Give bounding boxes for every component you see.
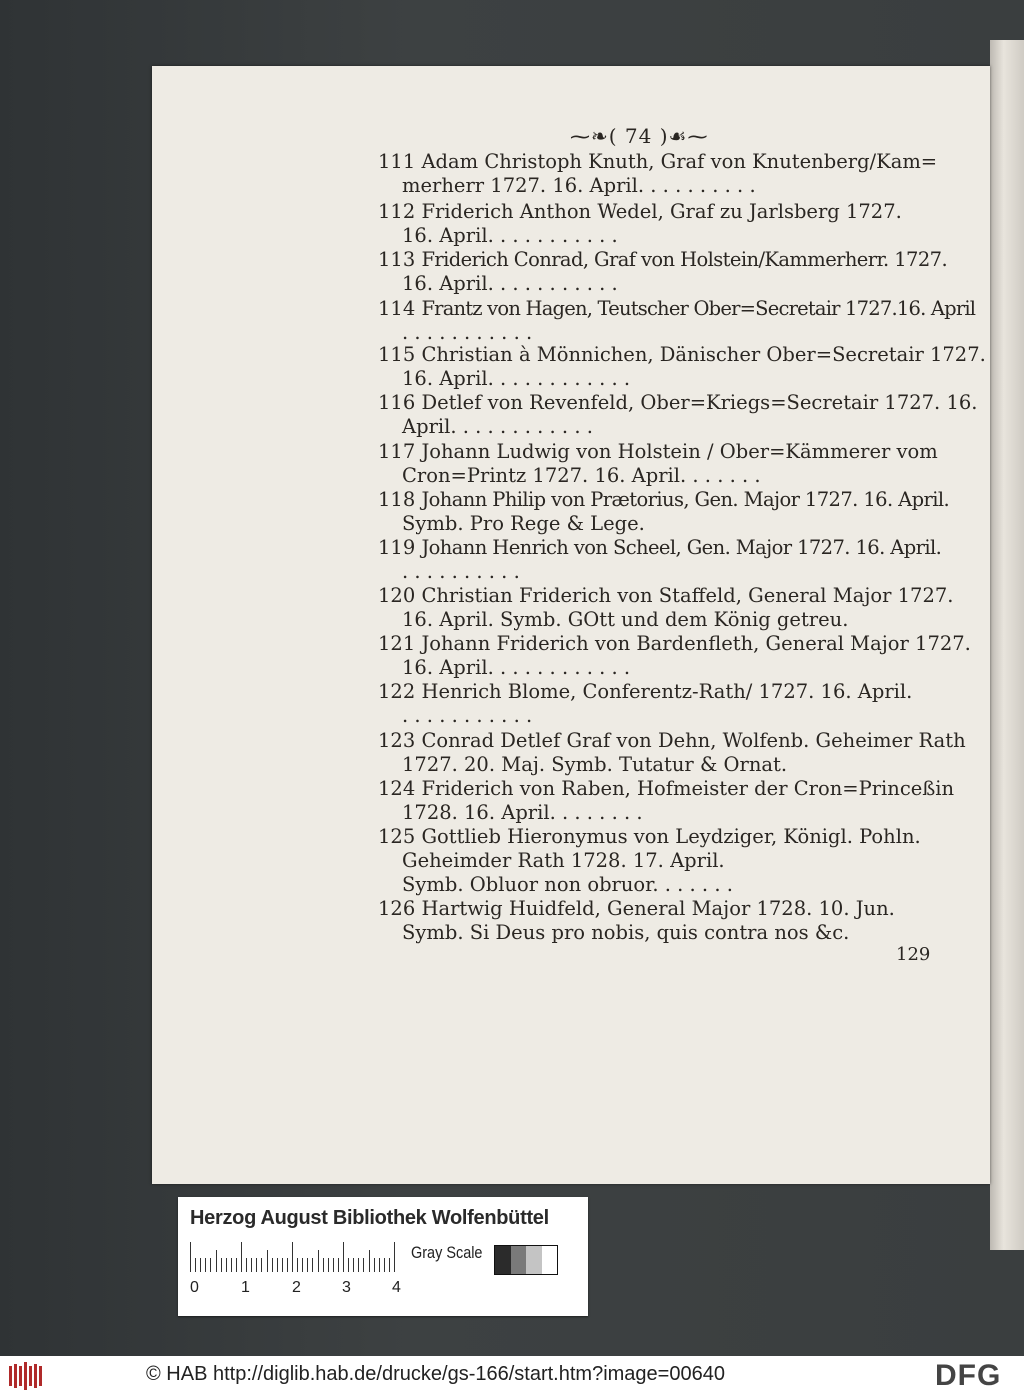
entry-text: Adam Christoph Knuth, Graf von Knutenberg/Kam= <box>421 150 938 173</box>
entry-line: Symb. Obluor non obruor. . . . . . . <box>402 873 733 896</box>
entry-number: 112 <box>378 200 416 223</box>
ruler-tick <box>272 1258 273 1272</box>
entry-number: 121 <box>378 632 416 655</box>
ruler-tick <box>394 1242 395 1272</box>
entry-line: Symb. Pro Rege & Lege. <box>402 512 645 535</box>
entry-number: 118 <box>378 488 416 511</box>
ruler-tick <box>374 1258 375 1272</box>
ruler-tick <box>287 1258 288 1272</box>
entry-line <box>378 777 954 801</box>
entry-text: Christian à Mönnichen, Dänischer Ober=Secretair 1727. <box>421 343 986 366</box>
ruler-tick <box>307 1258 308 1272</box>
entry-number: 114 <box>378 297 416 320</box>
entry-number: 115 <box>378 343 416 366</box>
entry-number: 124 <box>378 777 416 800</box>
entry-line: Geheimder Rath 1728. 17. April. <box>402 849 725 872</box>
entry-text: Detlef von Revenfeld, Ober=Kriegs=Secretair 1727. 16. <box>421 391 978 414</box>
entry-number: 116 <box>378 391 416 414</box>
header-ornament-left: ⁓❧ <box>570 124 609 148</box>
ruler-tick <box>318 1250 319 1272</box>
hab-bars-icon <box>8 1362 44 1390</box>
catchword: 129 <box>896 944 931 965</box>
entry-line <box>378 584 953 608</box>
entry-line <box>378 248 947 272</box>
entry-line <box>378 297 975 321</box>
ruler-tick <box>389 1258 390 1272</box>
ruler-tick <box>384 1258 385 1272</box>
entry-number: 111 <box>378 150 416 173</box>
entry-text: Friderich Conrad, Graf von Holstein/Kammerherr. 1727. <box>421 248 948 271</box>
entry-text: Johann Friderich von Bardenfleth, General Major 1727. <box>421 632 971 655</box>
entry-line: . . . . . . . . . . . <box>402 704 533 727</box>
ruler-tick <box>190 1242 191 1272</box>
ruler-tick <box>348 1258 349 1272</box>
ruler-number: 3 <box>342 1279 351 1296</box>
entry-line: 16. April. . . . . . . . . . . <box>402 224 618 247</box>
entry-text: Christian Friderich von Staffeld, General Major 1727. <box>421 584 954 607</box>
entry-line <box>378 897 895 921</box>
ruler-tick <box>338 1258 339 1272</box>
ruler-tick <box>267 1250 268 1272</box>
page-header <box>570 124 708 148</box>
gray-swatch-cell <box>542 1246 558 1274</box>
entry-text: Conrad Detlef Graf von Dehn, Wolfenb. Geheimer Rath <box>421 729 966 752</box>
entry-number: 119 <box>378 536 416 559</box>
ruler-tick <box>205 1258 206 1272</box>
entry-number: 120 <box>378 584 416 607</box>
dfg-logo: DFG <box>935 1359 1002 1392</box>
entry-line <box>378 440 938 464</box>
ruler-tick <box>297 1258 298 1272</box>
ruler-tick <box>241 1242 242 1272</box>
entry-line <box>378 729 966 753</box>
entry-line: . . . . . . . . . . . <box>402 321 533 344</box>
entry-number: 122 <box>378 680 416 703</box>
ruler-tick <box>369 1250 370 1272</box>
entry-line <box>378 536 941 560</box>
ruler-tick <box>363 1258 364 1272</box>
entry-line: 16. April. Symb. GOtt und dem König getreu. <box>402 608 849 631</box>
ruler-tick <box>261 1258 262 1272</box>
ruler-tick <box>302 1258 303 1272</box>
ruler-tick <box>256 1258 257 1272</box>
entry-text: Johann Ludwig von Holstein / Ober=Kämmerer vom <box>421 440 938 463</box>
entry-number: 123 <box>378 729 416 752</box>
entry-line <box>378 488 949 512</box>
entry-text: Henrich Blome, Conferentz-Rath/ 1727. 16. April. <box>421 680 913 703</box>
entry-line <box>378 632 971 656</box>
ruler-number: 4 <box>392 1279 401 1296</box>
entry-line <box>378 825 921 849</box>
entry-line <box>378 150 937 174</box>
next-page-edge <box>990 40 1024 1250</box>
entry-text: Johann Henrich von Scheel, Gen. Major 1727. 16. April. <box>421 536 942 559</box>
ruler-tick <box>195 1258 196 1272</box>
entry-line: Symb. Si Deus pro nobis, quis contra nos &c. <box>402 921 850 944</box>
entry-line: 16. April. . . . . . . . . . . <box>402 272 618 295</box>
entry-text: Frantz von Hagen, Teutscher Ober=Secretair 1727.16. April <box>421 297 976 320</box>
entry-number: 117 <box>378 440 416 463</box>
ruler-tick <box>226 1258 227 1272</box>
ruler-tick <box>379 1258 380 1272</box>
ruler-tick <box>277 1258 278 1272</box>
library-name: Herzog August Bibliothek Wolfenbüttel <box>190 1207 549 1229</box>
entry-line: merherr 1727. 16. April. . . . . . . . . . <box>402 174 756 197</box>
gray-scale-label: Gray Scale <box>411 1243 483 1262</box>
entry-number: 126 <box>378 897 416 920</box>
ruler-tick <box>251 1258 252 1272</box>
copyright-link[interactable]: © HAB http://diglib.hab.de/drucke/gs-166/start.htm?image=00640 <box>146 1363 725 1385</box>
page-number: ( 74 ) <box>608 124 669 148</box>
entry-number: 113 <box>378 248 416 271</box>
entry-line: 16. April. . . . . . . . . . . . <box>402 656 631 679</box>
entry-text: Hartwig Huidfeld, General Major 1728. 10. Jun. <box>421 897 895 920</box>
entry-line: 16. April. . . . . . . . . . . . <box>402 367 631 390</box>
gray-scale-swatch <box>494 1245 558 1275</box>
ruler-tick <box>292 1242 293 1272</box>
ruler-tick <box>343 1242 344 1272</box>
entry-text: Johann Philip von Prætorius, Gen. Major 1727. 16. April. <box>421 488 950 511</box>
color-reference-card <box>178 1197 588 1316</box>
ruler-tick <box>328 1258 329 1272</box>
entry-line <box>378 343 986 367</box>
ruler-tick <box>200 1258 201 1272</box>
gray-swatch-cell <box>495 1246 511 1274</box>
header-ornament-right: ☙⁓ <box>668 124 709 148</box>
ruler-tick <box>221 1258 222 1272</box>
ruler-number: 2 <box>292 1279 301 1296</box>
ruler-tick <box>246 1258 247 1272</box>
entry-line <box>378 391 977 415</box>
footer-bar <box>0 1356 1024 1397</box>
ruler-tick <box>353 1258 354 1272</box>
ruler-tick <box>323 1258 324 1272</box>
entry-line <box>378 680 912 704</box>
ruler-tick <box>312 1258 313 1272</box>
entry-line: April. . . . . . . . . . . . <box>402 415 593 438</box>
entry-line: 1728. 16. April. . . . . . . . <box>402 801 643 824</box>
entry-line: Cron=Printz 1727. 16. April. . . . . . . <box>402 464 761 487</box>
ruler-tick <box>216 1250 217 1272</box>
ruler-tick <box>282 1258 283 1272</box>
entry-text: Gottlieb Hieronymus von Leydziger, Königl. Pohln. <box>421 825 921 848</box>
ruler-tick <box>231 1258 232 1272</box>
ruler-number: 0 <box>190 1279 199 1296</box>
ruler-tick <box>236 1258 237 1272</box>
ruler-tick <box>333 1258 334 1272</box>
entry-line: . . . . . . . . . . <box>402 560 520 583</box>
gray-swatch-cell <box>526 1246 542 1274</box>
ruler-number: 1 <box>241 1279 250 1296</box>
gray-swatch-cell <box>511 1246 527 1274</box>
entry-text: Friderich Anthon Wedel, Graf zu Jarlsberg 1727. <box>421 200 902 223</box>
entry-line: 1727. 20. Maj. Symb. Tutatur & Ornat. <box>402 753 788 776</box>
ruler-tick <box>210 1258 211 1272</box>
entry-number: 125 <box>378 825 416 848</box>
entry-text: Friderich von Raben, Hofmeister der Cron=Princeßin <box>421 777 955 800</box>
ruler-tick <box>358 1258 359 1272</box>
entry-line <box>378 200 902 224</box>
measurement-ruler <box>190 1242 404 1272</box>
